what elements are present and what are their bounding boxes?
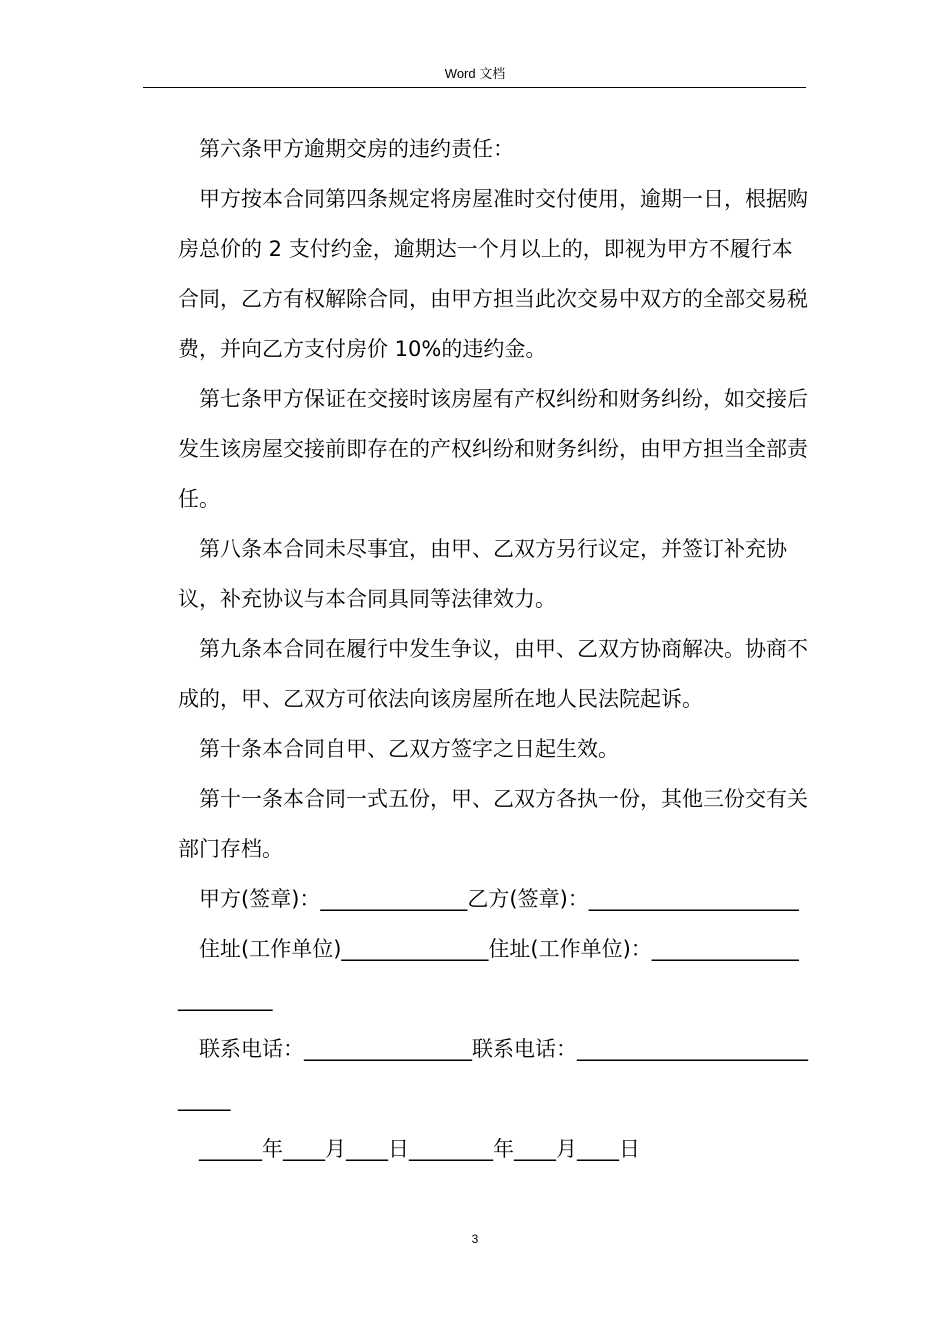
header-divider [143, 87, 806, 88]
phone-line: 联系电话：________________联系电话：___________________________ [178, 1037, 808, 1111]
article-10: 第十条本合同自甲、乙双方签字之日起生效。 [199, 737, 619, 761]
article-7: 第七条甲方保证在交接时该房屋有产权纠纷和财务纠纷，如交接后发生该房屋交接前即存在的产权纠纷和财务纠纷，由甲方担当全部责任。 [178, 387, 808, 511]
page-number: 3 [471, 1232, 479, 1246]
signature-line: 甲方(签章)：______________乙方(签章)：____________________ [199, 887, 799, 911]
article-9: 第九条本合同在履行中发生争议，由甲、乙双方协商解决。协商不成的，甲、乙双方可依法向该房屋所在地人民法院起诉。 [178, 637, 808, 711]
article-11: 第十一条本合同一式五份，甲、乙双方各执一份，其他三份交有关部门存档。 [178, 787, 808, 861]
signature-block [178, 874, 808, 1174]
article-6-body: 甲方按本合同第四条规定将房屋准时交付使用，逾期一日，根据购房总价的 2 支付约金，逾期达一个月以上的，即视为甲方不履行本合同，乙方有权解除合同，由甲方担当此次交易中双方的全部交易税费，并向乙方支付房价 10%的违约金。 [178, 187, 808, 361]
page-header: Word 文档 [444, 66, 506, 81]
article-6-title: 第六条甲方逾期交房的违约责任： [199, 137, 514, 161]
address-line: 住址(工作单位)______________住址(工作单位)：_______________________ [178, 937, 799, 1011]
document-body [178, 124, 808, 1174]
article-8: 第八条本合同未尽事宜，由甲、乙双方另行议定，并签订补充协议，补充协议与本合同具同等法律效力。 [178, 537, 787, 611]
date-line: ______年____月____日________年____月____日 [199, 1137, 640, 1161]
